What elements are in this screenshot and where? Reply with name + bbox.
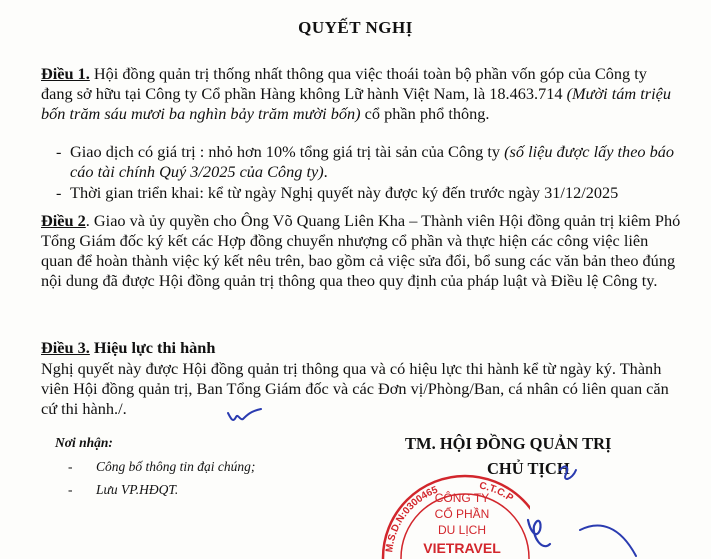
article-1-label: Điều 1.: [41, 64, 90, 83]
initial-mark-icon: [225, 405, 265, 427]
bullet-1-tail: .: [323, 162, 328, 181]
seal-ring-text-right: C.T.C.P: [478, 480, 516, 505]
article-3-text: Nghị quyết này được Hội đồng quản trị thông qua và có hiệu lực thi hành kể từ ngày ký. Thành viên Hội đồng quản trị, Ban Tổng Giám đốc và các Đơn vị/Phòng/Ban, cá nhân có liên quan căn cứ thi hành./.: [41, 359, 669, 418]
seal-line-2: CỔ PHẦN: [434, 507, 490, 521]
article-1: [41, 64, 681, 124]
signature-role: CHỦ TỊCH: [487, 459, 570, 478]
article-3-title: Hiệu lực thi hành: [89, 338, 216, 357]
article-2-text: . Giao và ủy quyền cho Ông Võ Quang Liên Kha – Thành viên Hội đồng quản trị kiêm Phó Tổng Giám đốc ký kết các Hợp đồng chuyển nhượng cổ phần và thực hiện các công việc liên quan để hoàn thành việc ký kết nêu trên, bao gồm cả việc sửa đổi, bổ sung các văn bản theo đúng nội dung đã được Hội đồng quản trị thông qua theo quy định của pháp luật và Điều lệ Công ty.: [41, 211, 681, 290]
document-title: QUYẾT NGHỊ: [298, 18, 413, 37]
article-1-bullet-2: - Thời gian triển khai: kể từ ngày Nghị quyết này được ký đến trước ngày 31/12/2025: [56, 183, 619, 202]
article-3-label: Điều 3.: [41, 338, 90, 357]
seal-line-3: DU LỊCH: [437, 523, 487, 537]
recipients-label: Nơi nhận:: [55, 435, 113, 450]
seal-line-1: CÔNG TY: [434, 491, 490, 505]
article-1-tail: cổ phần phổ thông.: [360, 104, 490, 123]
article-1-bullet-1: - Giao dịch có giá trị : nhỏ hơn 10% tổng giá trị tài sản của Công ty (số liệu được lấy theo báo cáo tài chính Quý 3/2025 của Công ty).: [56, 142, 675, 181]
article-3-body: [41, 359, 681, 419]
bullet-1-text: Giao dịch có giá trị : nhỏ hơn 10% tổng giá trị tài sản của Công ty: [70, 142, 505, 161]
article-1-text: Hội đồng quản trị thống nhất thông qua việc thoái toàn bộ phần vốn góp của Công ty đang sở hữu tại Công ty Cổ phần Hàng không Lữ hành Việt Nam, là 18.463.714: [41, 64, 647, 103]
recipient-item: - Công bố thông tin đại chúng;: [68, 459, 256, 474]
recipient-item: - Lưu VP.HĐQT.: [68, 482, 179, 497]
article-2: [41, 211, 681, 291]
handwritten-signature: [520, 460, 640, 559]
article-2-label: Điều 2: [41, 211, 86, 230]
bullet-1-italic: (số liệu được lấy theo báo cáo tài chính Quý 3/2025 của Công ty): [70, 142, 675, 181]
signature-title: TM. HỘI ĐỒNG QUẢN TRỊ: [405, 434, 612, 453]
article-3-heading: [41, 338, 681, 358]
seal-ring-text: M.S.D.N:0300465: [384, 484, 440, 553]
seal-line-4: VIETRAVEL: [423, 540, 501, 556]
article-1-italic: (Mười tám triệu bốn trăm sáu mươi ba nghìn bảy trăm mười bốn): [41, 84, 671, 123]
bullet-2-text: Thời gian triển khai: kể từ ngày Nghị quyết này được ký đến trước ngày 31/12/2025: [70, 183, 619, 202]
